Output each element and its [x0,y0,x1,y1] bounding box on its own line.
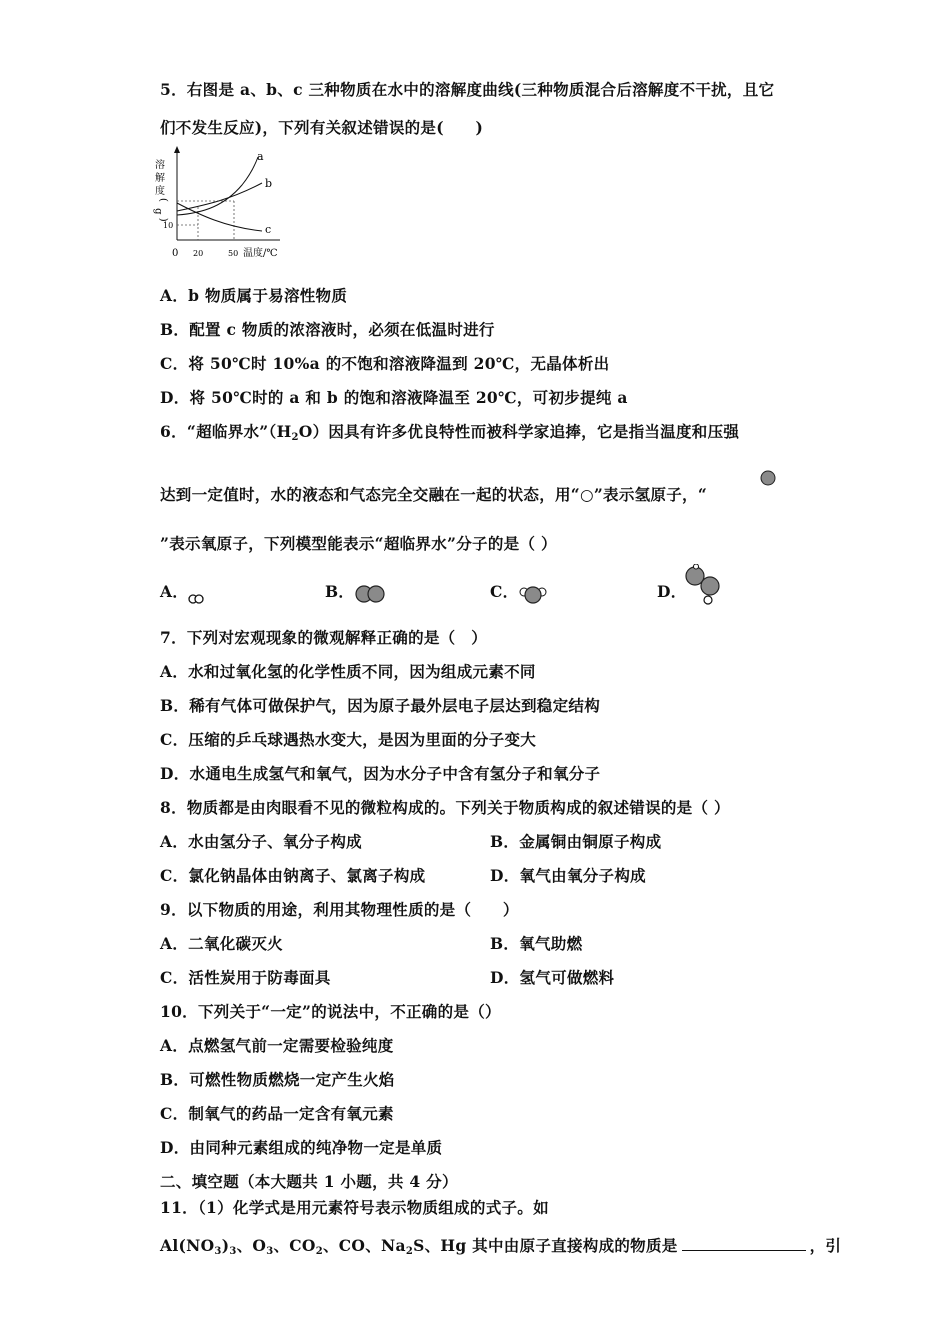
ylabel-char: ( [157,198,169,202]
q5-stem-line2: 们不发生反应)，下列有关叙述错误的是( ) [160,118,484,137]
q7-option-a: A．水和过氧化氢的化学性质不同，因为组成元素不同 [160,662,536,681]
q9-option-c: C．活性炭用于防毒面具 [160,968,331,987]
q10-option-c: C．制氧气的药品一定含有氧元素 [160,1104,394,1123]
x-tick-20: 20 [193,249,204,258]
q6-stem-line2: 达到一定值时，水的液态和气态完全交融在一起的状态，用“○”表示氢原子，“ [160,485,708,504]
curve-b [177,183,262,211]
q8-option-b: B．金属铜由铜原子构成 [490,832,662,851]
chart-xlabel: 温度/℃ [243,248,278,259]
ylabel-char: 度 [152,185,164,195]
q10-stem: 10．下列关于“一定”的说法中，不正确的是（） [160,1002,501,1021]
chart-ylabel [153,158,169,222]
q9-stem: 9．以下物质的用途，利用其物理性质的是（ ） [160,900,519,919]
q6-option-c-label: C． [490,582,519,601]
answer-blank[interactable] [682,1236,806,1251]
q11-line1: 11．（1）化学式是用元素符号表示物质组成的式子。如 [160,1198,549,1217]
q5-option-c: C．将 50℃时 10%a 的不饱和溶液降温到 20℃，无晶体析出 [160,354,610,373]
molecule-model-a-icon [186,592,208,606]
q10-option-a: A．点燃氢气前一定需要检验纯度 [160,1036,394,1055]
q7-stem: 7．下列对宏观现象的微观解释正确的是（ ） [160,628,488,647]
q5-option-b: B．配置 c 物质的浓溶液时，必须在低温时进行 [160,320,495,339]
q7-option-d: D．水通电生成氢气和氧气，因为水分子中含有氢分子和氧分子 [160,764,601,783]
solubility-chart [150,145,290,265]
curve-label-b: b [265,177,273,190]
q9-option-b: B．氧气助燃 [490,934,583,953]
q10-option-b: B．可燃性物质燃烧一定产生火焰 [160,1070,395,1089]
q8-option-c: C．氯化钠晶体由钠离子、氯离子构成 [160,866,426,885]
curve-label-a: a [257,150,264,163]
q6-option-a-label: A． [160,582,189,601]
q5-stem-line1: 5．右图是 a、b、c 三种物质在水中的溶解度曲线(三种物质混合后溶解度不干扰，且它 [160,80,775,99]
ylabel-char: 解 [152,172,164,182]
q8-option-d: D．氧气由氧分子构成 [490,866,646,885]
y-tick-10: 10 [163,221,174,230]
curve-label-c: c [265,223,272,236]
q6-option-d-label: D． [657,582,687,601]
q9-option-d: D．氢气可做燃料 [490,968,615,987]
curve-a [177,157,258,215]
molecule-model-c-icon [516,584,550,608]
origin-label: 0 [172,248,179,259]
q10-option-d: D．由同种元素组成的纯净物一定是单质 [160,1138,443,1157]
molecule-model-d-icon [684,564,724,608]
q5-option-d: D．将 50℃时的 a 和 b 的饱和溶液降温至 20℃，可初步提纯 a [160,388,628,407]
q11-line2: $Al(NO_3)_3$、$O_3$、$CO_2$、CO、$Na_2S$、Hg 其中由原子直接构成的物质是 ，引 [160,1236,842,1257]
q6-stem-line3: ”表示氧原子，下列模型能表示“超临界水”分子的是（ ） [160,534,557,553]
q6-stem-line1: 6．“超临界水$”(H_2O)$因具有许多优良特性而被科学家追捧，它是指当温度和压强 [160,422,740,443]
q6-option-b-label: B． [325,582,355,601]
q5-option-a: A．b 物质属于易溶性物质 [160,286,348,305]
ylabel-char: 溶 [152,159,164,169]
q7-option-b: B．稀有气体可做保护气，因为原子最外层电子层达到稳定结构 [160,696,601,715]
molecule-model-b-icon [352,582,388,606]
q9-option-a: A．二氧化碳灭火 [160,934,283,953]
curve-c [177,203,262,231]
section-heading: 二、填空题（本大题共 1 小题，共 4 分） [160,1172,458,1191]
oxygen-atom-icon [758,468,778,488]
q8-stem: 8．物质都是由肉眼看不见的微粒构成的。下列关于物质构成的叙述错误的是（ ） [160,798,730,817]
q7-option-c: C．压缩的乒乓球遇热水变大，是因为里面的分子变大 [160,730,537,749]
y-axis-arrow [174,146,180,153]
q8-option-a: A．水由氢分子、氧分子构成 [160,832,362,851]
ylabel-char: g [152,208,164,215]
x-tick-50: 50 [228,249,239,258]
ylabel-char: ) [157,218,169,222]
